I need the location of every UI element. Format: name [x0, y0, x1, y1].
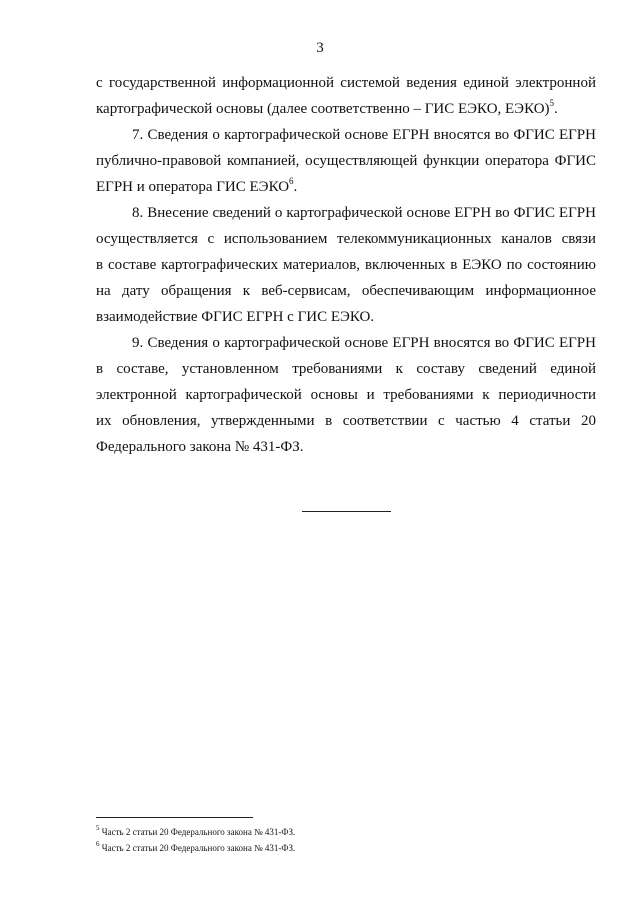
word: их: [96, 413, 112, 429]
word: картографической: [224, 127, 341, 143]
word: обращения: [161, 283, 232, 299]
word: сведений: [478, 361, 537, 377]
word: ФГИС: [513, 335, 555, 351]
word: о: [274, 205, 283, 221]
word: вносятся: [433, 335, 491, 351]
footnotes: [96, 824, 596, 856]
text-line: [96, 382, 596, 408]
word: осуществляющей: [305, 153, 418, 169]
text-line: [96, 122, 596, 148]
word: каналов: [501, 231, 552, 247]
word: составе: [108, 257, 157, 273]
word: с: [438, 413, 445, 429]
word: состоянию: [527, 257, 596, 273]
word: по: [506, 257, 523, 273]
word: электронной: [96, 387, 177, 403]
word: сведений: [212, 205, 271, 221]
text-line: Федерального закона № 431-ФЗ.: [96, 439, 304, 455]
word: картографической: [286, 205, 403, 221]
word: обеспечивающим: [361, 283, 475, 299]
word: о: [212, 127, 220, 143]
word: с: [96, 75, 103, 91]
word: ЕЭКО: [462, 257, 502, 273]
word: установленном: [181, 361, 279, 377]
word: во: [494, 127, 510, 143]
word: системой: [340, 75, 400, 91]
text-line: [96, 252, 596, 278]
word: основы: [310, 387, 358, 403]
word: ЕГРН: [392, 127, 430, 143]
text-line: [96, 408, 596, 434]
word: ведения: [406, 75, 457, 91]
word: веб-сервисам,: [261, 283, 351, 299]
paragraph-7: [96, 122, 596, 200]
word: статьи: [529, 413, 571, 429]
word: ФГИС: [554, 153, 596, 169]
word: во: [494, 335, 510, 351]
footnote-rule: [96, 817, 253, 818]
text-line: взаимодействие ФГИС ЕГРН с ГИС ЕЭКО.: [96, 309, 375, 325]
word: вносятся: [433, 127, 491, 143]
word: 4: [511, 413, 519, 429]
word: единой: [550, 361, 596, 377]
text-line: ЕГРН и оператора ГИС ЕЭКО$^6$.: [96, 176, 298, 195]
word: ЕГРН: [558, 127, 596, 143]
word: в: [450, 257, 458, 273]
word: соответствии: [342, 413, 428, 429]
word: 20: [580, 413, 596, 429]
word: Сведения: [147, 335, 209, 351]
footnote-number: 6: [96, 840, 100, 848]
text-line: [96, 70, 596, 96]
text-line-content: картографической основы (далее соответственно – ГИС ЕЭКО, ЕЭКО): [96, 101, 550, 117]
word: к: [242, 283, 251, 299]
word: функции: [423, 153, 480, 169]
word: ФГИС: [513, 205, 555, 221]
word: в: [96, 361, 104, 377]
word: ЕГРН: [392, 335, 430, 351]
word: включенных: [364, 257, 446, 273]
footnote-ref: 5: [549, 98, 555, 108]
word: картографических: [161, 257, 279, 273]
word: в: [325, 413, 333, 429]
word: картографической: [224, 335, 341, 351]
text-line-content: ЕГРН и оператора ГИС ЕЭКО: [96, 179, 290, 195]
word: к: [482, 387, 490, 403]
word: 8.: [132, 205, 144, 221]
word: ЕГРН: [558, 335, 596, 351]
word: составе,: [116, 361, 169, 377]
word: в: [96, 257, 104, 273]
paragraph-continuation: [96, 70, 596, 122]
footnote: [96, 840, 596, 856]
word: требованиями: [383, 387, 474, 403]
word: дату: [121, 283, 150, 299]
word: основе: [344, 335, 389, 351]
paragraph-8: [96, 200, 596, 330]
word: картографической: [185, 387, 302, 403]
word: составу: [416, 361, 465, 377]
word: основе: [344, 127, 389, 143]
footnote-ref: 6: [289, 176, 294, 186]
word: единой: [463, 75, 509, 91]
word: ЕГРН: [454, 205, 492, 221]
word: использованием: [223, 231, 328, 247]
word: и: [366, 387, 375, 403]
word: утвержденными: [211, 413, 315, 429]
page-number: 3: [316, 40, 324, 56]
word: с: [207, 231, 215, 247]
word: ФГИС: [513, 127, 555, 143]
word: компанией,: [227, 153, 300, 169]
text-line: [96, 148, 596, 174]
word: Внесение: [147, 205, 209, 221]
word: о: [212, 335, 220, 351]
word: телекоммуникационных: [337, 231, 492, 247]
text-line: картографической основы (далее соответственно – ГИС ЕЭКО, ЕЭКО)$^5$.: [96, 98, 558, 117]
word: основе: [406, 205, 451, 221]
word: к: [395, 361, 403, 377]
word: связи: [561, 231, 596, 247]
word: требованиями: [292, 361, 383, 377]
text-line: [96, 226, 596, 252]
word: электронной: [515, 75, 596, 91]
word: обновления,: [122, 413, 201, 429]
text-line: [96, 200, 596, 226]
text-line: [96, 330, 596, 356]
word: 7.: [132, 127, 144, 143]
word: Сведения: [147, 127, 209, 143]
word: на: [96, 283, 111, 299]
word: информационной: [222, 75, 334, 91]
word: оператора: [484, 153, 549, 169]
word: осуществляется: [96, 231, 198, 247]
word: публично-правовой: [96, 153, 222, 169]
end-separator-line: [302, 511, 391, 512]
footnote-text: Часть 2 статьи 20 Федерального закона № 431-ФЗ.: [101, 843, 296, 853]
word: частью: [455, 413, 501, 429]
text-line: [96, 278, 596, 304]
word: информационное: [485, 283, 596, 299]
document-body: [96, 70, 596, 460]
word: во: [495, 205, 510, 221]
word: материалов,: [283, 257, 361, 273]
footnote-number: 5: [96, 824, 100, 832]
word: ЕГРН: [558, 205, 596, 221]
footnote-text: Часть 2 статьи 20 Федерального закона № 431-ФЗ.: [101, 827, 296, 837]
paragraph-9: [96, 330, 596, 460]
word: государственной: [109, 75, 216, 91]
word: 9.: [132, 335, 144, 351]
word: периодичности: [498, 387, 596, 403]
footnote: [96, 824, 596, 840]
text-line: [96, 356, 596, 382]
